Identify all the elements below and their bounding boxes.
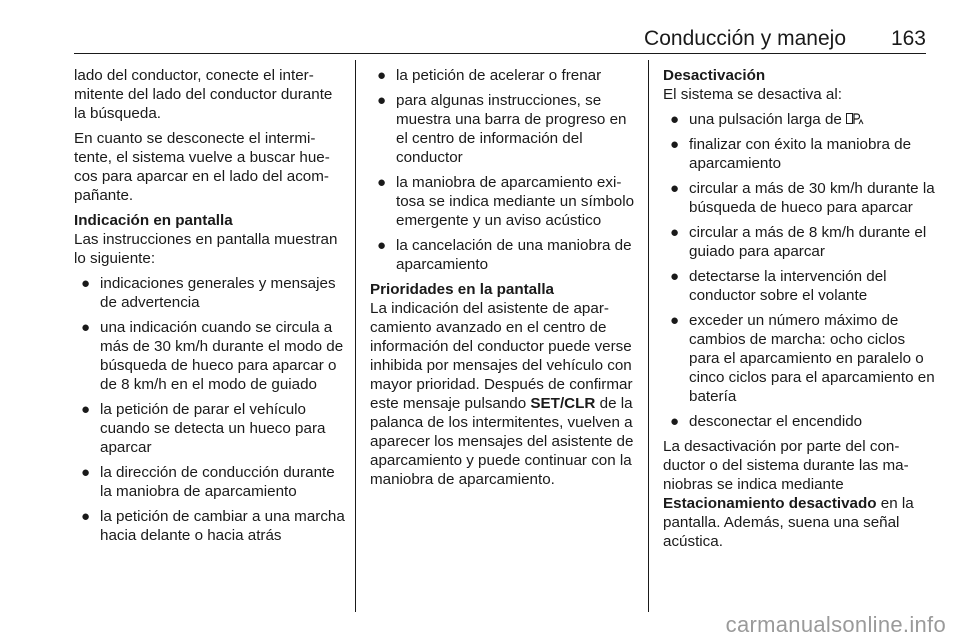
set-clr-label: SET/CLR <box>530 395 596 412</box>
paragraph: La indicación del asistente de aparcamiento avanzado en el centro de información del conductor puede verse inhibida por mensajes del vehículo con mayor prioridad. Después de confirmar este mensaje pulsando SET/CLR de la palanca de los intermitentes, vuelven a aparecer los mensajes del asistente de aparcamiento y puede continuar con la maniobra de aparcamiento. <box>370 300 634 488</box>
bullet-icon: ● <box>670 180 680 197</box>
bullet-icon: ● <box>377 237 387 254</box>
column-divider-2 <box>648 60 649 612</box>
subheading-deactivation: Desactivación <box>663 67 766 84</box>
column-2 <box>370 66 642 495</box>
list-item: ● indicaciones generales y mensajes de advertencia <box>81 275 336 311</box>
bullet-icon: ● <box>81 508 91 525</box>
paragraph: Las instrucciones en pantalla muestran lo siguiente: <box>74 231 338 267</box>
bullet-icon: ● <box>377 67 387 84</box>
page-number: 163 <box>890 27 926 50</box>
column-1 <box>74 66 346 551</box>
bullet-list <box>663 110 935 431</box>
bullet-icon: ● <box>377 92 387 109</box>
list-item: ● circular a más de 8 km/h durante el guiado para aparcar <box>670 224 927 260</box>
list-item: ● una indicación cuando se circula a más de 30 km/h durante el modo de búsqueda de hueco para aparcar o de 8 km/h en el modo de guiado <box>81 319 344 393</box>
list-item: ● exceder un número máximo de cambios de marcha: ocho ciclos para el aparcamiento en paralelo o cinco ciclos para el aparcamiento en batería <box>670 312 935 405</box>
bullet-icon: ● <box>670 413 680 430</box>
bullet-icon: ● <box>81 319 91 336</box>
list-item: ● detectarse la intervención del conductor sobre el volante <box>670 268 887 304</box>
paragraph: La desactivación por parte del conductor o del sistema durante las maniobras se indica mediante Estacionamiento desactivado en la pantalla. Además, suena una señal acústica. <box>663 438 914 550</box>
bullet-icon: ● <box>670 111 680 128</box>
page-header <box>74 26 926 52</box>
list-item: ● finalizar con éxito la maniobra de aparcamiento <box>670 136 912 172</box>
bullet-icon: ● <box>81 401 91 418</box>
subheading-priorities: Prioridades en la pantalla <box>370 281 555 298</box>
paragraph: En cuanto se desconecte el intermitente, el sistema vuelve a buscar huecos para aparcar en el lado del acompañante. <box>74 130 330 204</box>
section-title: Conducción y manejo <box>644 27 846 50</box>
list-item: ● circular a más de 30 km/h durante la búsqueda de hueco para aparcar <box>670 180 935 216</box>
bullet-list <box>370 66 642 274</box>
list-item: ● desconectar el encendido <box>670 413 863 430</box>
bullet-list <box>74 274 346 545</box>
list-item: ● la cancelación de una maniobra de aparcamiento <box>377 237 632 273</box>
paragraph: lado del conductor, conecte el intermitente del lado del conductor durante la búsqueda. <box>74 67 333 122</box>
bullet-icon: ● <box>377 174 387 191</box>
paragraph: El sistema se desactiva al: <box>663 86 842 103</box>
column-3 <box>663 66 935 557</box>
parking-deactivated-label: Estacionamiento desactivado <box>663 495 877 512</box>
subheading-display: Indicación en pantalla <box>74 212 233 229</box>
list-item: ● para algunas instrucciones, se muestra una barra de progreso en el centro de información del conductor <box>377 92 627 166</box>
list-item: ● la petición de parar el vehículo cuando se detecta un hueco para aparcar <box>81 401 326 456</box>
header-divider <box>74 53 926 54</box>
bullet-icon: ● <box>670 312 680 329</box>
column-divider-1 <box>355 60 356 612</box>
bullet-icon: ● <box>670 268 680 285</box>
list-item: ● la petición de acelerar o frenar <box>377 67 602 84</box>
parking-assist-icon <box>846 111 864 123</box>
bullet-icon: ● <box>81 275 91 292</box>
list-item: ● la dirección de conducción durante la maniobra de aparcamiento <box>81 464 335 500</box>
list-item: ● la maniobra de aparcamiento exitosa se indica mediante un símbolo emergente y un aviso acústico <box>377 174 635 229</box>
bullet-icon: ● <box>81 464 91 481</box>
list-item: ● una pulsación larga de <box>663 110 935 129</box>
list-item: ● la petición de cambiar a una marcha hacia delante o hacia atrás <box>81 508 345 544</box>
bullet-icon: ● <box>670 136 680 153</box>
watermark: carmanualsonline.info <box>725 612 946 637</box>
bullet-icon: ● <box>670 224 680 241</box>
